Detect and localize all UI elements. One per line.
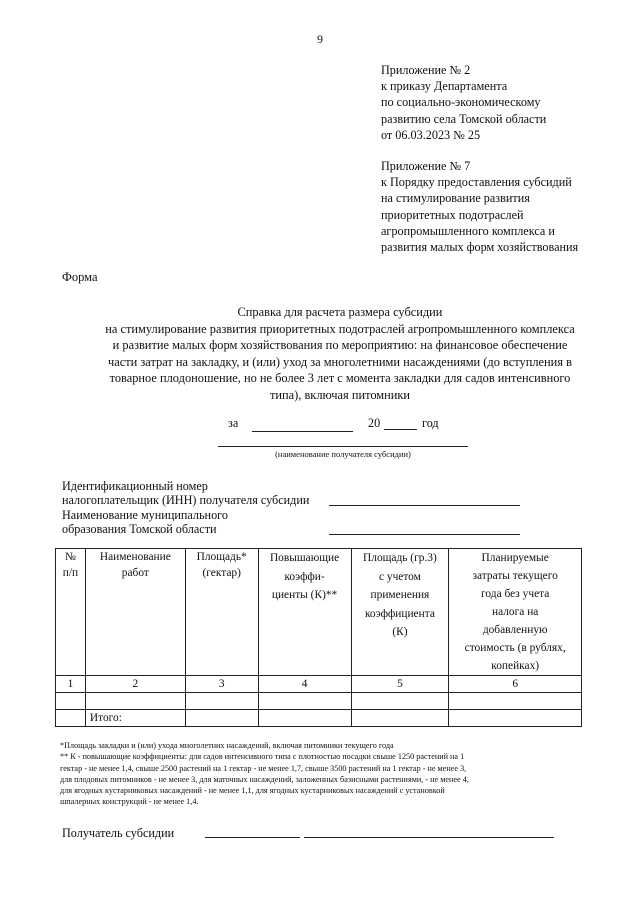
form-label: Форма	[62, 270, 98, 284]
footnotes	[60, 740, 620, 808]
appendix-line: агропромышленного комплекса и	[381, 223, 555, 238]
header-cell: Площадь (гр.3) с учетом применения коэффициента (К)	[351, 549, 449, 676]
column-number: 4	[258, 676, 351, 693]
title-line: и развитие малых форм хозяйствования по мероприятию: на финансовое обеспечение	[112, 338, 568, 352]
table-cell[interactable]	[351, 710, 449, 727]
appendix-line: приоритетных подотраслей	[381, 207, 524, 222]
appendix-2-header	[381, 62, 546, 143]
header-cell: Повышающие коэффи- циенты (К)**	[258, 549, 351, 676]
appendix-line: развития малых форм хозяйствования	[381, 240, 579, 255]
footnote-line: *Площадь закладки и (или) ухода многолетних насаждений, включая питомники текущего года	[60, 741, 394, 750]
table-cell[interactable]	[185, 693, 258, 710]
column-number: 1	[56, 676, 86, 693]
table-cell[interactable]	[351, 693, 449, 710]
title-line: части затрат на закладку, и (или) уход за многолетними насаждениями (до вступления в	[108, 354, 572, 369]
column-number: 6	[449, 676, 582, 693]
identification-block	[62, 479, 309, 537]
subsidy-table	[55, 548, 582, 727]
recipient-caption: (наименование получателя субсидии)	[275, 449, 411, 459]
table-cell[interactable]	[56, 710, 86, 727]
page-number: 9	[317, 32, 323, 46]
municipality-label-line1: Наименование муниципального	[62, 507, 228, 522]
header-cell: Площадь* (гектар)	[185, 549, 258, 676]
footnote-line: гектар - не менее 1,4, свыше 2500 растений на 1 гектар - не менее 1,7, свыше 3500 растений на 1 гектар - не менее 3,	[60, 763, 467, 773]
year-blank[interactable]	[384, 429, 417, 430]
appendix-line: на стимулирование развития	[381, 191, 530, 206]
footnote-line: для плодовых питомников - не менее 3, для маточных насаждений, заложенных базисными растениями, - не менее 4,	[60, 774, 469, 784]
signature-blank[interactable]	[205, 837, 300, 838]
column-number: 3	[185, 676, 258, 693]
appendix-line: по социально-экономическому	[381, 95, 541, 110]
inn-label-line1: Идентификационный номер	[62, 479, 208, 493]
inn-blank[interactable]	[329, 505, 520, 506]
table-cell[interactable]	[185, 710, 258, 727]
appendix-line: Приложение № 7	[381, 159, 471, 173]
table-cell[interactable]	[258, 693, 351, 710]
appendix-line: Приложение № 2	[381, 63, 471, 77]
title-line: на стимулирование развития приоритетных подотраслей агропромышленного комплекса	[105, 321, 575, 336]
appendix-line: к Порядку предоставления субсидий	[381, 175, 572, 190]
table-row	[56, 693, 582, 710]
title-line: товарное плодоношение, но не более 3 лет с момента закладки для садов интенсивного	[109, 371, 571, 385]
table-cell[interactable]	[449, 693, 582, 710]
period-blank[interactable]	[252, 431, 353, 432]
appendix-line: развитию села Томской области	[381, 111, 547, 126]
header-cell: Планируемые затраты текущего года без учета налога на добавленную стоимость (в рублях, копейках)	[449, 549, 582, 676]
appendix-7-header	[381, 158, 578, 255]
municipality-blank[interactable]	[329, 534, 520, 535]
table-cell[interactable]	[85, 693, 185, 710]
signature-name-blank[interactable]	[304, 837, 554, 838]
title-line: Справка для расчета размера субсидии	[237, 305, 443, 319]
total-row	[56, 710, 582, 727]
inn-label-line2: налогоплательщик (ИНН) получателя субсидии	[62, 493, 310, 508]
period-suffix: год	[422, 416, 439, 430]
total-label: Итого:	[85, 710, 185, 727]
title-line: типа), включая питомники	[269, 387, 411, 402]
municipality-label-line2: образования Томской области	[62, 522, 217, 537]
recipient-name-blank[interactable]	[218, 446, 468, 447]
footnote-line: для ягодных кустарниковых насаждений - не менее 1,1, для ягодных кустарниковых насаждений с установкой	[60, 786, 445, 796]
footnote-line: шпалерных конструкций - не менее 1,4.	[60, 797, 199, 807]
table-header-row	[56, 549, 582, 676]
footnote-line: ** К - повышающие коэффициенты: для садов интенсивного типа с плотностью посадки свыше 1250 растений на 1	[60, 752, 465, 762]
year-prefix: 20	[368, 416, 381, 430]
column-number: 5	[351, 676, 449, 693]
document-title	[60, 304, 620, 403]
appendix-line: от 06.03.2023 № 25	[381, 127, 481, 142]
appendix-line: к приказу Департамента	[381, 79, 508, 94]
column-number-row	[56, 676, 582, 693]
table-cell[interactable]	[258, 710, 351, 727]
header-cell: Наименование работ	[85, 549, 185, 676]
table-cell[interactable]	[449, 710, 582, 727]
header-cell: № п/п	[56, 549, 86, 676]
signature-label: Получатель субсидии	[62, 826, 175, 840]
period-prefix: за	[228, 416, 239, 430]
column-number: 2	[85, 676, 185, 693]
table-cell[interactable]	[56, 693, 86, 710]
